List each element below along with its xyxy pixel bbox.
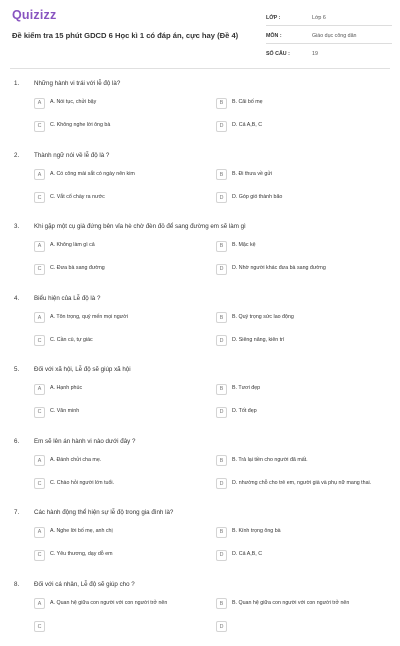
meta-label: SỐ CÂU :: [266, 51, 312, 57]
option-letter: A: [34, 241, 45, 252]
option-text: D. Cả A,B, C: [232, 122, 262, 130]
meta-row-class: [266, 10, 392, 26]
meta-row-count: [266, 46, 392, 61]
question-number: 4.: [14, 295, 19, 302]
option-letter: C: [34, 264, 45, 275]
answer-option[interactable]: [34, 168, 135, 182]
question-text: Thành ngữ nói về lễ độ là ?: [34, 152, 384, 159]
option-letter: B: [216, 384, 227, 395]
option-letter: D: [216, 621, 227, 632]
question-number: 5.: [14, 366, 19, 373]
option-letter: D: [216, 192, 227, 203]
answer-option[interactable]: [34, 311, 128, 325]
answer-option[interactable]: [34, 597, 167, 611]
answer-option[interactable]: [34, 620, 50, 634]
meta-value: 19: [312, 51, 318, 57]
answer-option[interactable]: [34, 119, 110, 133]
question-item: [0, 74, 400, 146]
option-letter: B: [216, 527, 227, 538]
option-text: A. Quan hệ giữa con người với con người trở nên: [50, 600, 167, 608]
question-text: Những hành vi trái với lễ độ là?: [34, 80, 384, 87]
option-letter: B: [216, 169, 227, 180]
question-number: 8.: [14, 581, 19, 588]
option-text: D. Siêng năng, kiên trì: [232, 337, 284, 345]
option-text: A. Không làm gì cả: [50, 242, 95, 250]
option-text: D. Cả A,B, C: [232, 551, 262, 559]
option-text: A. Có công mài sắt có ngày nên kim: [50, 171, 135, 179]
option-letter: C: [34, 478, 45, 489]
question-item: [0, 503, 400, 575]
answer-option[interactable]: [216, 262, 326, 276]
option-letter: A: [34, 527, 45, 538]
question-number: 2.: [14, 152, 19, 159]
option-text: B. Quan hệ giữa con người với con người trở nên: [232, 600, 349, 608]
option-text: C. Yêu thương, dạy dỗ em: [50, 551, 113, 559]
option-letter: B: [216, 455, 227, 466]
question-list: [0, 74, 400, 646]
option-text: A. Tôn trọng, quý mến mọi người: [50, 314, 128, 322]
option-letter: A: [34, 598, 45, 609]
question-number: 7.: [14, 509, 19, 516]
answer-option[interactable]: [216, 119, 262, 133]
answer-option[interactable]: [34, 548, 113, 562]
question-text: Các hành động thể hiện sự lễ độ trong gia đình là?: [34, 509, 384, 516]
answer-option[interactable]: [216, 405, 257, 419]
option-text: B. Cãi bố mẹ: [232, 99, 263, 107]
header-divider: [10, 68, 390, 69]
answer-option[interactable]: [216, 477, 371, 491]
option-letter: C: [34, 621, 45, 632]
question-item: [0, 217, 400, 289]
option-letter: A: [34, 169, 45, 180]
option-text: B. Kính trọng ông bà: [232, 528, 281, 536]
answer-option[interactable]: [216, 382, 260, 396]
option-letter: C: [34, 192, 45, 203]
answer-option[interactable]: [34, 191, 105, 205]
option-letter: C: [34, 407, 45, 418]
meta-row-subject: [266, 28, 392, 44]
meta-value: Lớp 6: [312, 15, 326, 21]
question-number: 6.: [14, 438, 19, 445]
answer-option[interactable]: [34, 454, 101, 468]
question-number: 1.: [14, 80, 19, 87]
option-text: C. Chào hỏi người lớn tuổi.: [50, 480, 114, 488]
option-letter: B: [216, 241, 227, 252]
option-text: A. Đánh chửi cha mẹ.: [50, 457, 101, 465]
option-text: D. Tốt đẹp: [232, 408, 257, 416]
option-letter: C: [34, 550, 45, 561]
option-letter: A: [34, 384, 45, 395]
answer-option[interactable]: [216, 454, 308, 468]
answer-option[interactable]: [34, 262, 105, 276]
option-text: B. Trả lại tiền cho người đã mất.: [232, 457, 308, 465]
answer-option[interactable]: [34, 239, 95, 253]
meta-label: MÔN :: [266, 33, 312, 39]
option-text: B. Đi thưa về gửi: [232, 171, 272, 179]
option-text: A. Nói tục, chửi bậy: [50, 99, 96, 107]
answer-option[interactable]: [216, 620, 232, 634]
option-letter: B: [216, 312, 227, 323]
question-item: [0, 575, 400, 646]
option-text: C. Không nghe lời ông bà: [50, 122, 110, 130]
question-number: 3.: [14, 223, 19, 230]
answer-option[interactable]: [216, 239, 256, 253]
meta-value: Giáo dục công dân: [312, 33, 356, 39]
option-text: C. Vắt cổ chày ra nước: [50, 194, 105, 202]
option-letter: B: [216, 598, 227, 609]
option-text: C. Văn minh: [50, 408, 79, 416]
answer-option[interactable]: [34, 477, 114, 491]
option-text: B. Mặc kệ: [232, 242, 256, 250]
quiz-title: Đề kiểm tra 15 phút GDCD 6 Học kì 1 có đáp án, cực hay (Đề 4): [12, 31, 262, 41]
option-text: A. Hạnh phúc: [50, 385, 82, 393]
answer-option[interactable]: [216, 191, 282, 205]
question-text: Biểu hiện của Lễ độ là ?: [34, 295, 384, 302]
quiz-meta: [266, 10, 392, 63]
option-letter: D: [216, 264, 227, 275]
option-text: D. Góp gió thành bão: [232, 194, 282, 202]
answer-option[interactable]: [216, 548, 262, 562]
option-letter: C: [34, 121, 45, 132]
option-letter: C: [34, 335, 45, 346]
answer-option[interactable]: [216, 96, 263, 110]
option-letter: D: [216, 121, 227, 132]
option-text: B. Quý trọng sức lao động: [232, 314, 294, 322]
answer-option[interactable]: [216, 525, 281, 539]
question-text: Đối với cá nhân, Lễ độ sẽ giúp cho ?: [34, 581, 384, 588]
answer-option[interactable]: [34, 525, 113, 539]
answer-option[interactable]: [216, 597, 349, 611]
option-letter: D: [216, 550, 227, 561]
option-text: B. Tươi đẹp: [232, 385, 260, 393]
option-letter: D: [216, 407, 227, 418]
question-item: [0, 432, 400, 504]
question-text: Em sẽ lên án hành vi nào dưới đây ?: [34, 438, 384, 445]
answer-option[interactable]: [34, 382, 82, 396]
answer-option[interactable]: [34, 334, 93, 348]
answer-option[interactable]: [34, 96, 96, 110]
option-text: D. nhường chỗ cho trẻ em, người già và phụ nữ mang thai.: [232, 480, 371, 488]
option-text: C. Cần cù, tự giác: [50, 337, 93, 345]
option-text: C. Đưa bà sang đường: [50, 265, 105, 273]
answer-option[interactable]: [34, 405, 79, 419]
option-letter: A: [34, 455, 45, 466]
question-text: Đối với xã hội, Lễ độ sẽ giúp xã hội: [34, 366, 384, 373]
question-text: Khi gặp một cụ già đứng bên vỉa hè chờ đèn đỏ để sang đường em sẽ làm gì: [34, 223, 384, 230]
option-text: A. Nghe lời bố mẹ, anh chị: [50, 528, 113, 536]
option-letter: D: [216, 478, 227, 489]
answer-option[interactable]: [216, 311, 294, 325]
option-letter: A: [34, 312, 45, 323]
option-text: D. Nhờ người khác đưa bà sang đường: [232, 265, 326, 273]
quizizz-logo: Quizizz: [12, 8, 56, 22]
option-letter: A: [34, 98, 45, 109]
page-header: [0, 0, 400, 62]
question-item: [0, 146, 400, 218]
answer-option[interactable]: [216, 334, 284, 348]
answer-option[interactable]: [216, 168, 272, 182]
question-item: [0, 289, 400, 361]
question-item: [0, 360, 400, 432]
option-letter: D: [216, 335, 227, 346]
option-letter: B: [216, 98, 227, 109]
meta-label: LỚP :: [266, 15, 312, 21]
